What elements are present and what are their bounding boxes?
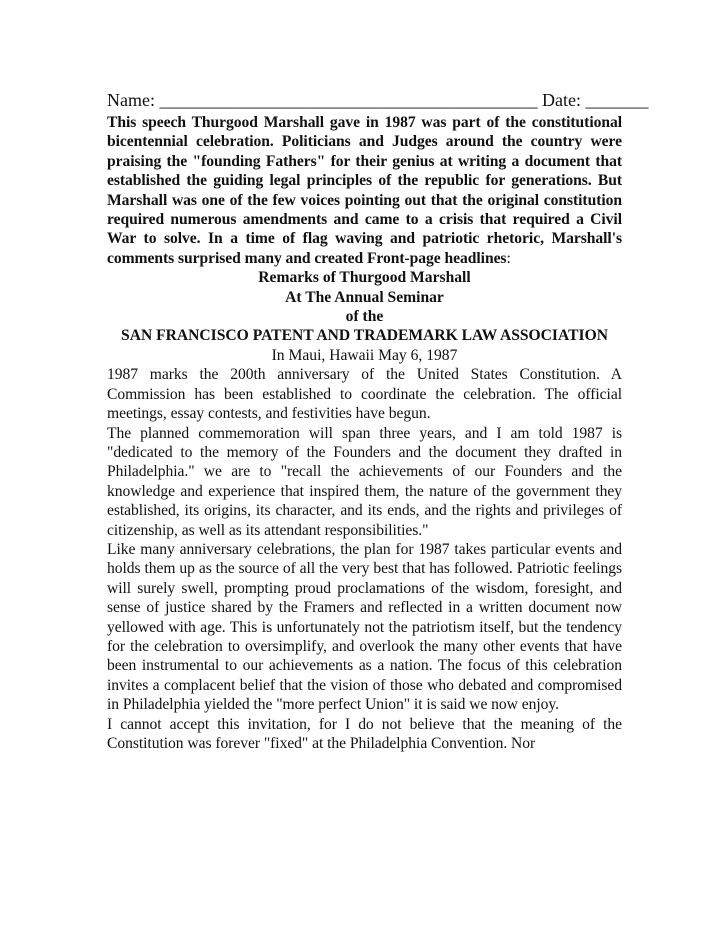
document-page: [107, 88, 649, 753]
speech-of-the: of the: [345, 308, 384, 326]
speech-occasion: At The Annual Seminar: [285, 288, 444, 306]
date-blank: _______: [585, 90, 649, 110]
intro-colon: :: [506, 249, 511, 267]
intro-paragraph: [107, 113, 622, 268]
intro-text: This speech Thurgood Marshall gave in 1987 was part of the constitutional bicentennial celebration. Politicians and Judges around the country were praising the "founding Fathers" for their genius at writing a document that established the guiding legal principles of the republic for generations. But Marshall was one of the few voices pointing out that the original constitution required numerous amendments and came to a crisis that required a Civil War to solve. In a time of flag waving and patriotic rhetoric, Marshall's comments surprised many and created Front-page headlines: [107, 114, 622, 267]
name-blank: __________________________________________: [159, 90, 538, 110]
body-paragraph-4: I cannot accept this invitation, for I do not believe that the meaning of the Constitution was forever "fixed" at the Philadelphia Convention. Nor: [107, 715, 622, 752]
date-label: Date:: [541, 90, 581, 110]
name-label: Name:: [107, 90, 155, 110]
body-paragraph-3: Like many anniversary celebrations, the plan for 1987 takes particular events and holds them up as the source of all the very best that has followed. Patriotic feelings will surely swell, prompting proud proclamations of the wisdom, foresight, and sense of justice shared by the Framers and reflected in a written document now yellowed with age. This is unfortunately not the patriotism itself, but the tendency for the celebration to oversimplify, and overlook the many other events that have been instrumental to our achievements as a nation. The focus of this celebration invites a complacent belief that the vision of those who debated and compromised in Philadelphia yielded the "more perfect Union" it is said we now enjoy.: [107, 540, 622, 714]
speech-location-date: In Maui, Hawaii May 6, 1987: [271, 346, 458, 364]
speech-title: Remarks of Thurgood Marshall: [258, 269, 471, 287]
name-date-line: [107, 88, 649, 112]
body-paragraph-2: The planned commemoration will span three years, and I am told 1987 is "dedicated to the memory of the Founders and the document they drafted in Philadelphia." we are to "recall the achievements of our Founders and the knowledge and experience that inspired them, the nature of the government they established, its origins, its character, and its ends, and the rights and privileges of citizenship, as well as its attendant responsibilities.": [107, 424, 622, 539]
body-paragraph-1: 1987 marks the 200th anniversary of the United States Constitution. A Commission has been established to coordinate the celebration. The official meetings, essay contests, and festivities have begun.: [107, 366, 622, 423]
speech-association: SAN FRANCISCO PATENT AND TRADEMARK LAW ASSOCIATION: [121, 327, 608, 345]
